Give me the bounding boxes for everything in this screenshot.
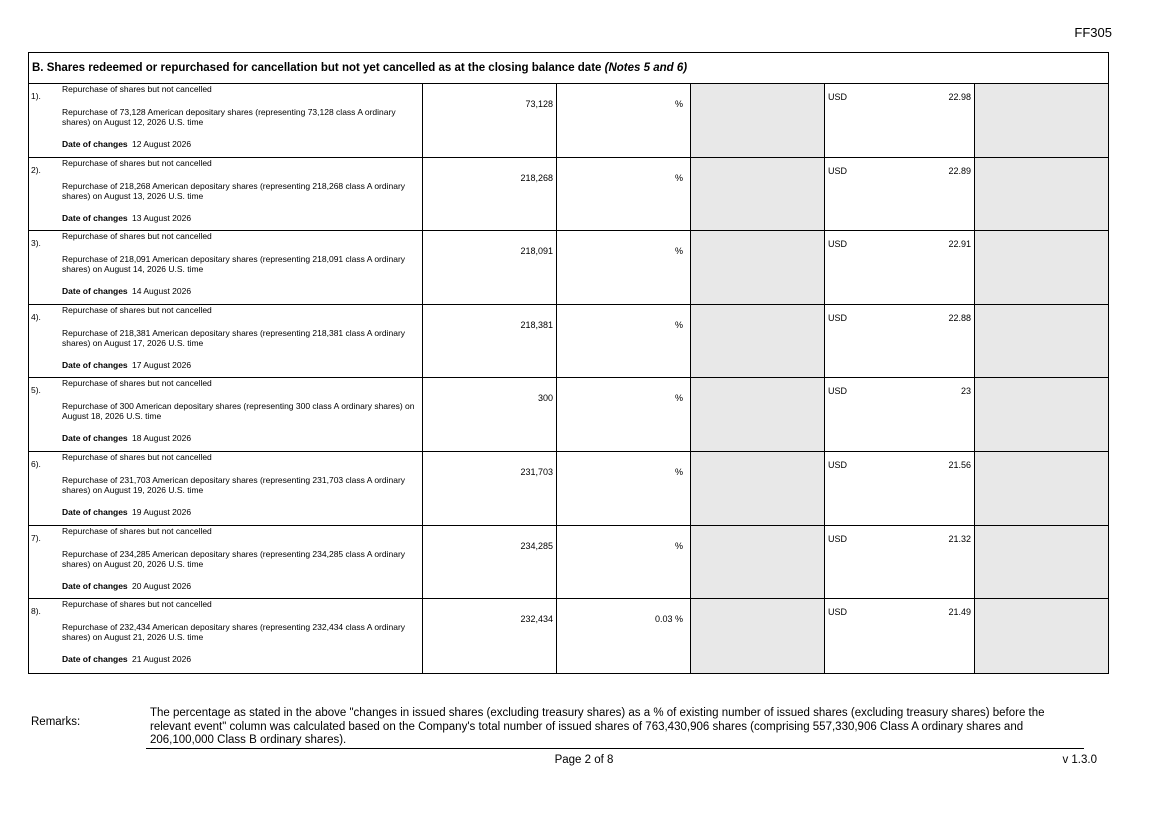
row-index: 1). (31, 91, 41, 101)
currency-code: USD (828, 533, 848, 544)
price-cell (825, 84, 975, 157)
percent-value: % (674, 393, 683, 404)
remarks-text: The percentage as stated in the above "changes in issued shares (excluding treasury shares) as a % of existing number of issued shares (excluding treasury shares) before the relevant event" column was calculated based on the Company's total number of issued shares of 763,430,906 shares (comprising 557,330,906 Class A ordinary shares and 206,100,000 Class B ordinary shares). (150, 707, 1045, 746)
section-title-note: (Notes 5 and 6) (604, 62, 688, 74)
price-cell (825, 378, 975, 451)
date-label: Date of changes (62, 359, 128, 370)
date-of-changes (62, 433, 191, 443)
price-cell (825, 599, 975, 673)
change-detail: Repurchase of 218,381 American depositary shares (representing 218,381 class A ordinary shares) on August 17, 2026 U.S. time (62, 327, 406, 348)
percent-value: 0.03 % (654, 614, 683, 625)
change-type: Repurchase of shares but not cancelled (62, 157, 212, 168)
date-label: Date of changes (62, 433, 128, 444)
percent-cell (557, 305, 691, 378)
date-value: 17 August 2026 (132, 359, 192, 370)
table-row (29, 305, 1108, 379)
table-row (29, 84, 1108, 158)
shares-value: 231,703 (520, 466, 553, 477)
percent-cell (557, 84, 691, 157)
date-label: Date of changes (62, 212, 128, 223)
change-type: Repurchase of shares but not cancelled (62, 304, 212, 315)
shares-cell (423, 305, 557, 378)
date-of-changes (62, 581, 191, 591)
shaded-cell (975, 452, 1108, 525)
date-value: 12 August 2026 (132, 139, 192, 149)
price-cell (825, 158, 975, 231)
date-value: 18 August 2026 (132, 433, 192, 444)
change-detail: Repurchase of 300 American depositary shares (representing 300 class A ordinary shares) on August 18, 2026 U.S. time (62, 401, 415, 422)
version-label: v 1.3.0 (1062, 754, 1097, 766)
date-of-changes (62, 286, 191, 296)
shaded-cell (691, 305, 825, 378)
table-row (29, 378, 1108, 452)
shaded-cell (691, 158, 825, 231)
shares-cell (423, 231, 557, 304)
row-index: 3). (31, 238, 41, 249)
date-value: 19 August 2026 (132, 506, 192, 517)
shaded-cell (691, 452, 825, 525)
shaded-cell (691, 599, 825, 673)
shares-value: 234,285 (520, 540, 553, 551)
price-value: 22.98 (948, 92, 971, 102)
date-value: 20 August 2026 (132, 580, 192, 591)
percent-cell (557, 599, 691, 673)
table-row (29, 599, 1108, 673)
shares-value: 300 (537, 393, 553, 404)
change-detail: Repurchase of 73,128 American depositary shares (representing 73,128 class A ordinary shares) on August 12, 2026 U.S. time (62, 107, 396, 127)
date-value: 21 August 2026 (132, 654, 192, 665)
currency-code: USD (828, 239, 848, 250)
row-index: 4). (31, 311, 41, 322)
percent-cell (557, 231, 691, 304)
description-cell (29, 231, 423, 304)
shares-value: 73,128 (525, 99, 553, 109)
price-cell (825, 452, 975, 525)
currency-code: USD (828, 607, 848, 618)
shaded-cell (975, 158, 1108, 231)
shaded-cell (691, 84, 825, 157)
row-index: 5). (31, 385, 41, 396)
row-index: 7). (31, 532, 41, 543)
shaded-cell (975, 231, 1108, 304)
remarks-label: Remarks: (31, 716, 81, 728)
percent-value: % (674, 246, 683, 257)
shares-cell (423, 452, 557, 525)
row-index: 6). (31, 458, 41, 469)
section-title (29, 53, 1108, 84)
date-label: Date of changes (62, 654, 128, 665)
change-type: Repurchase of shares but not cancelled (62, 525, 212, 536)
percent-cell (557, 526, 691, 599)
price-value: 22.91 (948, 239, 971, 250)
change-detail: Repurchase of 231,703 American depositary shares (representing 231,703 class A ordinary shares) on August 19, 2026 U.S. time (62, 474, 406, 495)
price-cell (825, 526, 975, 599)
date-label: Date of changes (62, 139, 128, 149)
percent-cell (557, 452, 691, 525)
date-label: Date of changes (62, 286, 128, 297)
change-type: Repurchase of shares but not cancelled (62, 451, 212, 462)
price-value: 21.56 (948, 459, 971, 470)
change-type: Repurchase of shares but not cancelled (62, 84, 212, 94)
date-of-changes (62, 139, 191, 149)
shares-value: 218,268 (520, 172, 553, 183)
price-value: 23 (960, 386, 971, 397)
date-label: Date of changes (62, 580, 128, 591)
date-label: Date of changes (62, 506, 128, 517)
shaded-cell (975, 526, 1108, 599)
shares-value: 218,381 (520, 319, 553, 330)
footer-divider (146, 748, 1084, 749)
date-of-changes (62, 360, 191, 370)
price-cell (825, 231, 975, 304)
shaded-cell (691, 378, 825, 451)
currency-code: USD (828, 459, 848, 470)
percent-value: % (674, 99, 683, 109)
date-value: 13 August 2026 (132, 212, 192, 223)
description-cell (29, 452, 423, 525)
percent-value: % (674, 540, 683, 551)
date-of-changes (62, 507, 191, 517)
change-detail: Repurchase of 218,268 American depositary shares (representing 218,268 class A ordinary shares) on August 13, 2026 U.S. time (62, 180, 406, 201)
change-type: Repurchase of shares but not cancelled (62, 599, 212, 610)
description-cell (29, 526, 423, 599)
date-value: 14 August 2026 (132, 286, 192, 297)
price-value: 21.49 (948, 607, 971, 618)
currency-code: USD (828, 312, 848, 323)
table-row (29, 158, 1108, 232)
price-value: 22.88 (948, 312, 971, 323)
shares-cell (423, 158, 557, 231)
table-body (29, 84, 1108, 673)
form-code: FF305 (1074, 25, 1112, 40)
row-index: 8). (31, 606, 41, 617)
description-cell (29, 305, 423, 378)
shares-cell (423, 378, 557, 451)
price-value: 22.89 (948, 165, 971, 176)
percent-value: % (674, 319, 683, 330)
shares-value: 218,091 (520, 246, 553, 257)
currency-code: USD (828, 386, 848, 397)
date-of-changes (62, 213, 191, 223)
change-detail: Repurchase of 232,434 American depositary shares (representing 232,434 class A ordinary shares) on August 21, 2026 U.S. time (62, 622, 406, 643)
percent-cell (557, 378, 691, 451)
shaded-cell (975, 599, 1108, 673)
description-cell (29, 158, 423, 231)
table-row (29, 231, 1108, 305)
shares-table (28, 52, 1109, 674)
description-cell (29, 84, 423, 157)
price-cell (825, 305, 975, 378)
percent-value: % (674, 172, 683, 183)
shaded-cell (975, 305, 1108, 378)
shares-cell (423, 599, 557, 673)
section-title-text: B. Shares redeemed or repurchased for cancellation but not yet cancelled as at the closing balance date (32, 62, 602, 74)
page-number: Page 2 of 8 (554, 754, 614, 766)
shaded-cell (975, 84, 1108, 157)
table-row (29, 452, 1108, 526)
description-cell (29, 599, 423, 673)
currency-code: USD (828, 165, 848, 176)
change-detail: Repurchase of 234,285 American depositary shares (representing 234,285 class A ordinary shares) on August 20, 2026 U.S. time (62, 548, 406, 569)
shaded-cell (691, 231, 825, 304)
change-type: Repurchase of shares but not cancelled (62, 231, 212, 242)
currency-code: USD (828, 92, 848, 102)
table-row (29, 526, 1108, 600)
change-detail: Repurchase of 218,091 American depositary shares (representing 218,091 class A ordinary shares) on August 14, 2026 U.S. time (62, 254, 406, 275)
percent-cell (557, 158, 691, 231)
shares-cell (423, 84, 557, 157)
date-of-changes (62, 654, 191, 664)
percent-value: % (674, 466, 683, 477)
shares-cell (423, 526, 557, 599)
price-value: 21.32 (948, 533, 971, 544)
shaded-cell (975, 378, 1108, 451)
shaded-cell (691, 526, 825, 599)
description-cell (29, 378, 423, 451)
change-type: Repurchase of shares but not cancelled (62, 378, 212, 389)
row-index: 2). (31, 164, 41, 175)
shares-value: 232,434 (520, 614, 553, 625)
